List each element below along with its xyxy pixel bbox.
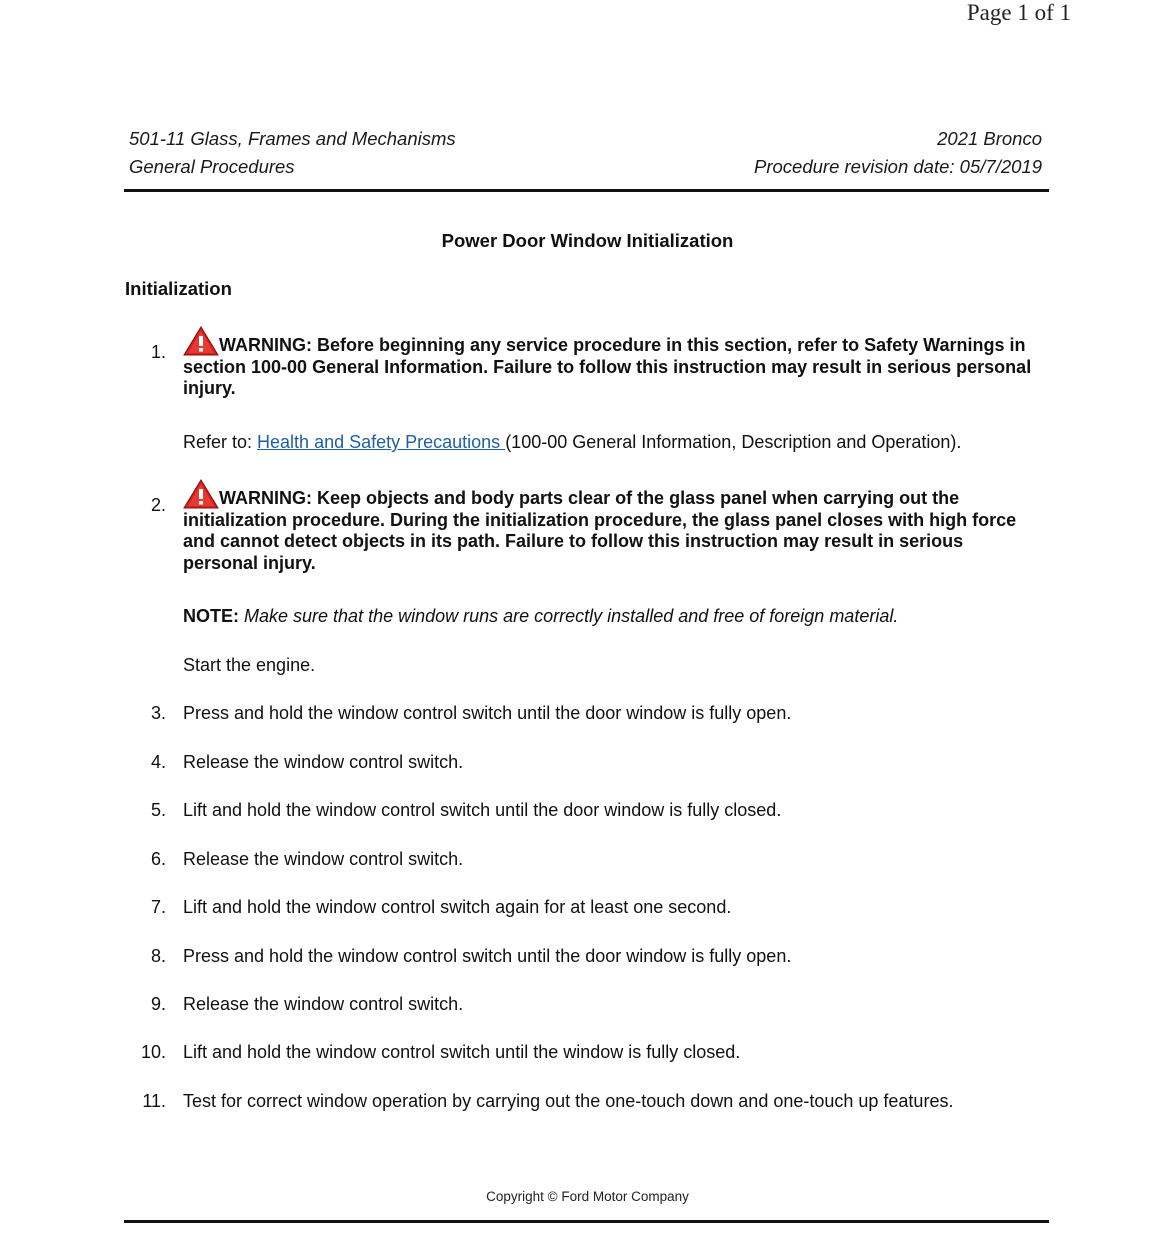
step-text: Press and hold the window control switch until the door window is fully open. bbox=[183, 946, 792, 966]
step-number: 2. bbox=[150, 495, 166, 515]
warning-block bbox=[183, 479, 1043, 575]
header-divider bbox=[124, 189, 1049, 192]
header-procedure-type: General Procedures bbox=[129, 156, 295, 177]
refer-prefix: Refer to: bbox=[183, 432, 258, 452]
step-text: Release the window control switch. bbox=[183, 752, 464, 772]
step-number: 10. bbox=[140, 1042, 166, 1062]
warning-text: WARNING: Keep objects and body parts clear of the glass panel when carrying out the initialization procedure. During the initialization procedure, the glass panel closes with high force and cannot detect objects in its path. Failure to follow this instruction may result in serious personal injury. bbox=[183, 488, 1017, 574]
header-revision-date: Procedure revision date: 05/7/2019 bbox=[754, 156, 1042, 177]
note-line bbox=[183, 606, 898, 627]
step-number: 9. bbox=[150, 994, 166, 1014]
footer-divider bbox=[124, 1220, 1049, 1223]
step-number: 6. bbox=[150, 849, 166, 869]
refer-suffix: (100-00 General Information, Description and Operation). bbox=[505, 432, 962, 452]
header-vehicle: 2021 Bronco bbox=[937, 128, 1042, 149]
note-label: NOTE: bbox=[183, 606, 239, 626]
section-heading: Initialization bbox=[125, 278, 232, 299]
step-number: 3. bbox=[150, 703, 166, 723]
warning-text: WARNING: Before beginning any service procedure in this section, refer to Safety Warnings in section 100-00 General Information. Failure to follow this instruction may result in serious personal injury. bbox=[183, 335, 1032, 399]
step-text: Press and hold the window control switch until the door window is fully open. bbox=[183, 703, 792, 723]
step-number: 7. bbox=[150, 897, 166, 917]
copyright-notice: Copyright © Ford Motor Company bbox=[486, 1189, 689, 1204]
page-title: Power Door Window Initialization bbox=[441, 230, 734, 251]
step-text: Start the engine. bbox=[183, 655, 316, 675]
step-number: 5. bbox=[150, 800, 166, 820]
page-number: Page 1 of 1 bbox=[966, 0, 1071, 25]
warning-triangle-icon bbox=[183, 479, 219, 509]
step-number: 11. bbox=[142, 1091, 166, 1111]
step-number: 4. bbox=[150, 752, 166, 772]
refer-line bbox=[183, 432, 961, 453]
step-text: Lift and hold the window control switch until the door window is fully closed. bbox=[183, 800, 782, 820]
step-text: Release the window control switch. bbox=[183, 849, 464, 869]
step-text: Lift and hold the window control switch until the window is fully closed. bbox=[183, 1042, 741, 1062]
step-number: 8. bbox=[150, 946, 166, 966]
step-number: 1. bbox=[150, 342, 166, 362]
step-text: Release the window control switch. bbox=[183, 994, 464, 1014]
step-text: Test for correct window operation by carrying out the one-touch down and one-touch up features. bbox=[183, 1091, 954, 1111]
warning-block bbox=[183, 326, 1058, 400]
note-text: Make sure that the window runs are correctly installed and free of foreign material. bbox=[244, 606, 899, 626]
header-section-title: 501-11 Glass, Frames and Mechanisms bbox=[129, 128, 456, 149]
health-safety-link[interactable]: Health and Safety Precautions bbox=[257, 432, 506, 452]
warning-triangle-icon bbox=[183, 326, 219, 356]
step-text: Lift and hold the window control switch again for at least one second. bbox=[183, 897, 732, 917]
